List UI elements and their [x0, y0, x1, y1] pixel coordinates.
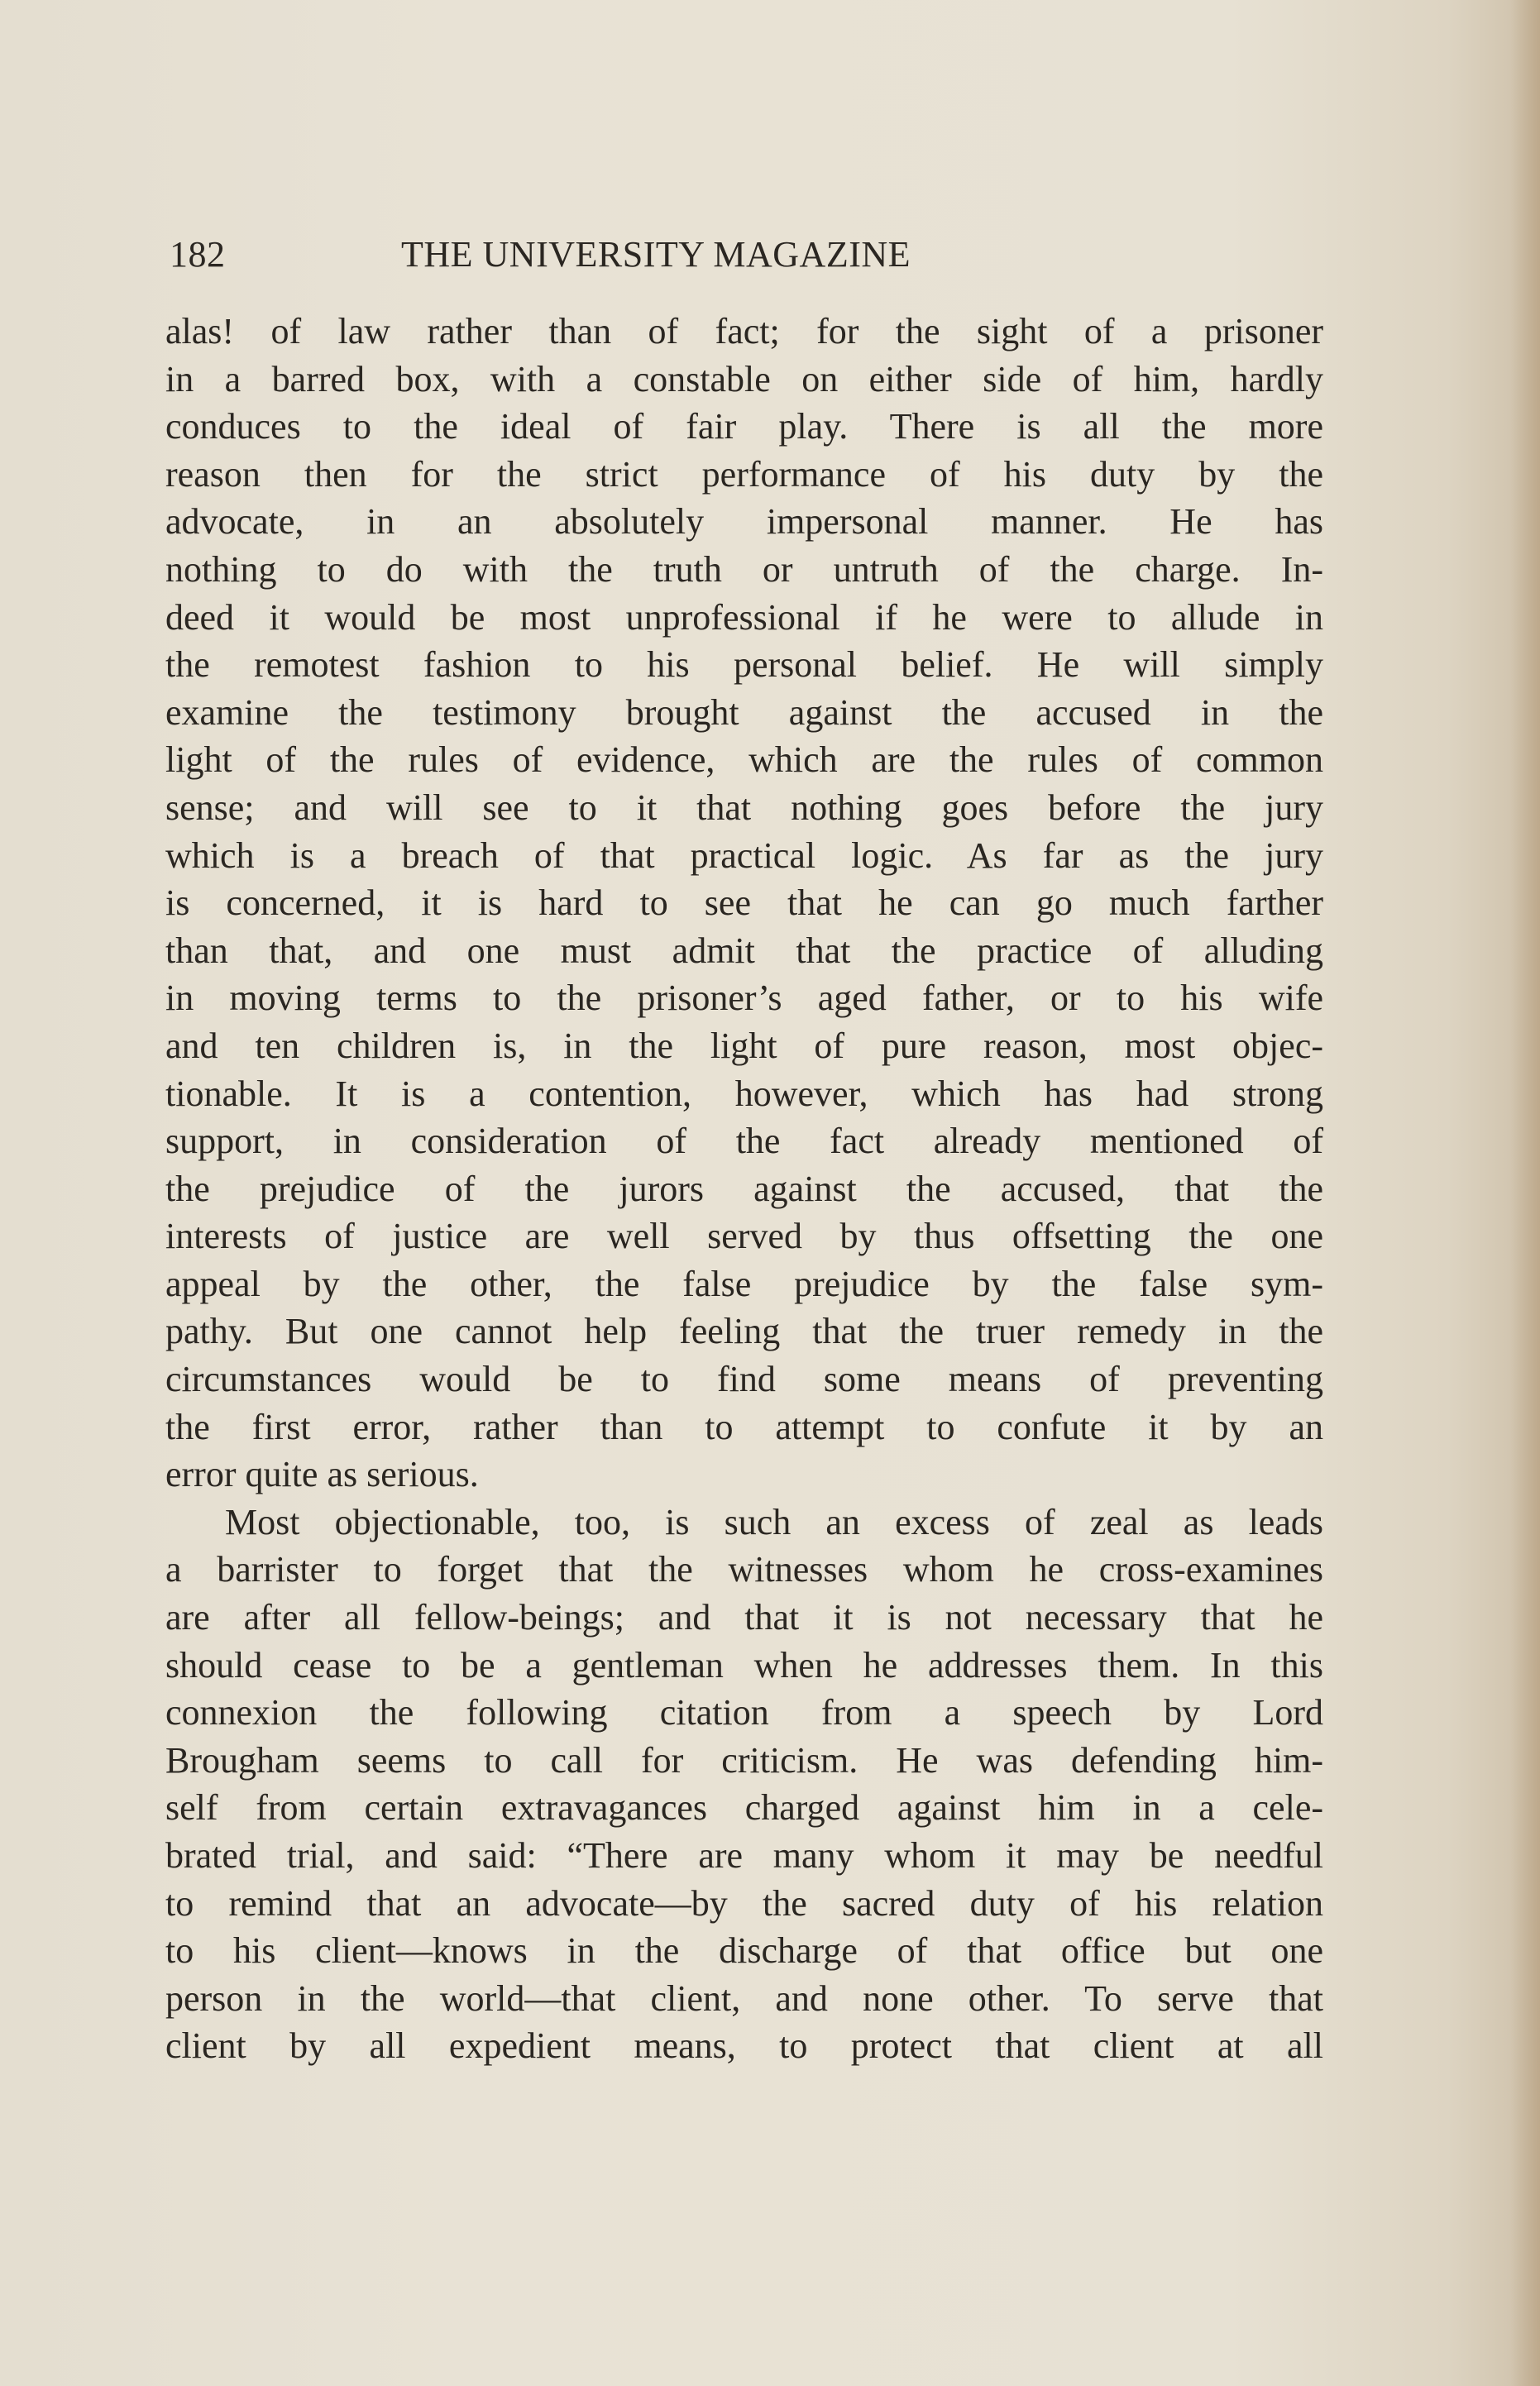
text-line: support, in consideration of the fact already mentioned of: [165, 1121, 1323, 1162]
text-line: and ten children is, in the light of pure reason, most objec-: [165, 1025, 1323, 1066]
text-line: in a barred box, with a constable on either side of him, hardly: [165, 358, 1323, 399]
text-line: deed it would be most unprofessional if he were to allude in: [165, 596, 1323, 638]
text-line: person in the world—that client, and none other. To serve that: [165, 1977, 1323, 2019]
text-line: circumstances would be to find some means of preventing: [165, 1359, 1323, 1400]
text-line: are after all fellow-beings; and that it is not necessary that he: [165, 1597, 1323, 1638]
text-line: brated trial, and said: “There are many whom it may be needful: [165, 1835, 1323, 1876]
text-line: a barrister to forget that the witnesses whom he cross-examines: [165, 1549, 1323, 1590]
text-line: alas! of law rather than of fact; for the sight of a prisoner: [165, 311, 1323, 351]
text-line: the remotest fashion to his personal belief. He will simply: [165, 644, 1323, 686]
running-title: THE UNIVERSITY MAGAZINE: [401, 234, 911, 275]
text-line: is concerned, it is hard to see that he can go much farther: [165, 882, 1323, 924]
page-edge-shadow: [1510, 0, 1540, 2386]
text-line: self from certain extravagances charged against him in a cele-: [165, 1787, 1323, 1829]
text-line: light of the rules of evidence, which are the rules of common: [165, 739, 1323, 781]
text-line: connexion the following citation from a speech by Lord: [165, 1692, 1323, 1733]
text-line: the prejudice of the jurors against the accused, that the: [165, 1168, 1323, 1209]
text-line: Brougham seems to call for criticism. He was defending him-: [165, 1739, 1323, 1781]
paragraph-start-line: Most objectionable, too, is such an excess of zeal as leads: [225, 1501, 1323, 1542]
text-line: interests of justice are well served by thus offsetting the one: [165, 1216, 1323, 1257]
text-line: pathy. But one cannot help feeling that the truer remedy in the: [165, 1311, 1323, 1352]
text-line: the first error, rather than to attempt to confute it by an: [165, 1406, 1323, 1447]
text-line: conduces to the ideal of fair play. There is all the more: [165, 406, 1323, 447]
text-line: than that, and one must admit that the practice of alluding: [165, 930, 1323, 971]
running-header: [170, 233, 1344, 283]
text-line: nothing to do with the truth or untruth of the charge. In-: [165, 548, 1323, 590]
text-line: examine the testimony brought against the accused in the: [165, 691, 1323, 733]
paragraph-end-line: error quite as serious.: [165, 1454, 479, 1495]
text-line: should cease to be a gentleman when he addresses them. In this: [165, 1644, 1323, 1686]
text-line: in moving terms to the prisoner’s aged father, or to his wife: [165, 978, 1323, 1019]
text-line: to remind that an advocate—by the sacred duty of his relation: [165, 1882, 1323, 1924]
text-line: reason then for the strict performance of his duty by the: [165, 453, 1323, 495]
text-line: to his client—knows in the discharge of that office but one: [165, 1930, 1323, 1972]
page-number: 182: [170, 234, 226, 275]
text-line: tionable. It is a contention, however, which has had strong: [165, 1073, 1323, 1114]
text-line: sense; and will see to it that nothing goes before the jury: [165, 787, 1323, 828]
text-line: appeal by the other, the false prejudice by the false sym-: [165, 1263, 1323, 1304]
body-text: [165, 308, 1323, 2070]
text-line: client by all expedient means, to protect that client at all: [165, 2025, 1323, 2067]
text-line: which is a breach of that practical logic. As far as the jury: [165, 834, 1323, 876]
text-line: advocate, in an absolutely impersonal manner. He has: [165, 501, 1323, 543]
